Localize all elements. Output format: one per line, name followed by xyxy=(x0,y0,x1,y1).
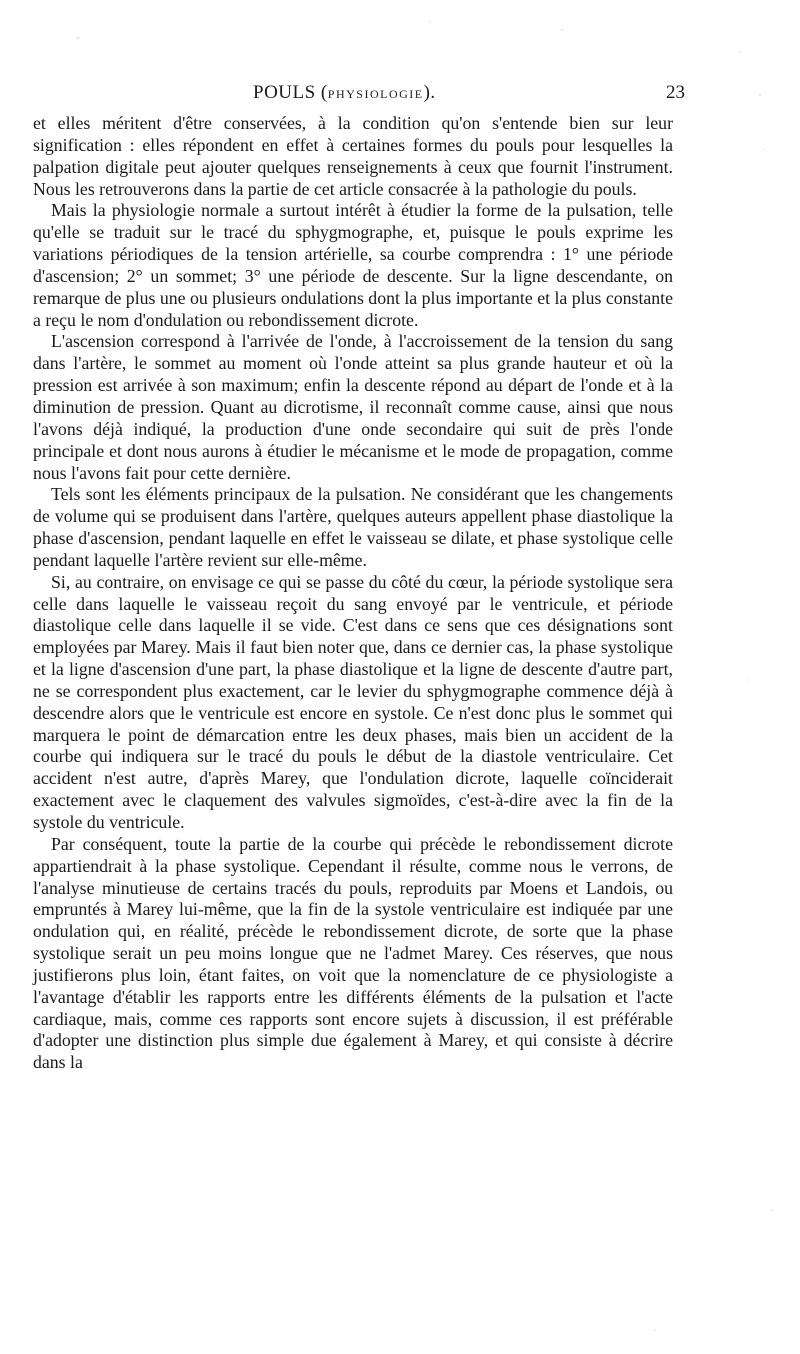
paragraph-2: Mais la physiologie normale a surtout intérêt à étudier la forme de la pulsation, telle qu'elle se traduit sur le tracé du sphygmographe, et, puisque le pouls exprime les variations périodiques de la tension artérielle, sa courbe comprendra : 1° une période d'ascension; 2° un sommet; 3° une période de descente. Sur la ligne descendante, on remarque de plus une ou plusieurs ondulations dont la plus importante et la plus constante a reçu le nom d'ondulation ou rebondissement dicrote. xyxy=(33,200,673,330)
running-title-subject: PHYSIOLOGIE xyxy=(327,87,424,101)
running-title-end: ). xyxy=(423,82,436,103)
paragraph-3: L'ascension correspond à l'arrivée de l'onde, à l'accroissement de la tension du sang dans l'artère, le sommet au moment où l'onde atteint sa plus grande hauteur et où la pression est arrivée à son maximum; enfin la descente répond au départ de l'onde et à la diminution de pression. Quant au dicrotisme, il reconnaît comme cause, ainsi que nous l'avons déjà indiqué, la production d'une onde secondaire qui suit de près l'onde principale et dont nous aurons à étudier le mécanisme et le mode de propagation, comme nous l'avons fait pour cette dernière. xyxy=(33,331,673,483)
paragraph-6: Par conséquent, toute la partie de la courbe qui précède le rebondissement dicrote appartiendrait à la phase systolique. Cependant il résulte, comme nous le verrons, de l'analyse minutieuse de certains tracés du pouls, reproduits par Moens et Landois, ou empruntés à Marey lui-même, que la fin de la systole ventriculaire est indiquée par une ondulation qui, en réalité, précède le rebondissement dicrote, de sorte que la phase systolique serait un peu moins longue que ne l'admet Marey. Ces réserves, que nous justifierons plus loin, étant faites, on voit que la nomenclature de ce physiologiste a l'avantage d'établir les rapports entre les différents éléments de la pulsation et l'acte cardiaque, mais, comme ces rapports sont encore sujets à discussion, il est préférable d'adopter une distinction plus simple due également à Marey, et qui consiste à décrire dans la xyxy=(33,833,673,1073)
running-title xyxy=(253,82,436,104)
body-text xyxy=(33,113,673,1074)
page-header xyxy=(33,82,685,110)
paragraph-4: Tels sont les éléments principaux de la pulsation. Ne considérant que les changements de volume qui se produisent dans l'artère, quelques auteurs appellent phase diastolique la phase d'ascension, pendant laquelle en effet le vaisseau se dilate, et phase systolique celle pendant laquelle l'artère revient sur elle-même. xyxy=(33,484,673,570)
running-title-main: POULS ( xyxy=(253,82,328,103)
paragraph-5: Si, au contraire, on envisage ce qui se passe du côté du cœur, la période systolique sera celle dans laquelle le vaisseau reçoit du sang envoyé par le ventricule, et période diastolique celle dans laquelle il se vide. C'est dans ce sens que ces désignations sont employées par Marey. Mais il faut bien noter que, dans ce dernier cas, la phase systolique et la ligne d'ascension d'une part, la phase diastolique et la ligne de descente d'autre part, ne se correspondent plus exactement, car le levier du sphygmographe commence déjà à descendre alors que le ventricule est encore en systole. Ce n'est donc plus le sommet qui marquera le point de démarcation entre les deux phases, mais bien un accident de la courbe qui indiquera sur le tracé du pouls le début de la diastole ventriculaire. Cet accident n'est autre, d'après Marey, que l'ondulation dicrote, laquelle coïnciderait exactement avec le claquement des valvules sigmoïdes, c'est-à-dire avec la fin de la systole du ventricule. xyxy=(33,571,673,832)
paragraph-1: et elles méritent d'être conservées, à la condition qu'on s'entende bien sur leur signification : elles répondent en effet à certaines formes du pouls pour lesquelles la palpation digitale peut ajouter quelques renseignements à ceux que fournit l'instrument. Nous les retrouverons dans la partie de cet article consacrée à la pathologie du pouls. xyxy=(33,113,673,199)
page-number: 23 xyxy=(666,82,685,103)
